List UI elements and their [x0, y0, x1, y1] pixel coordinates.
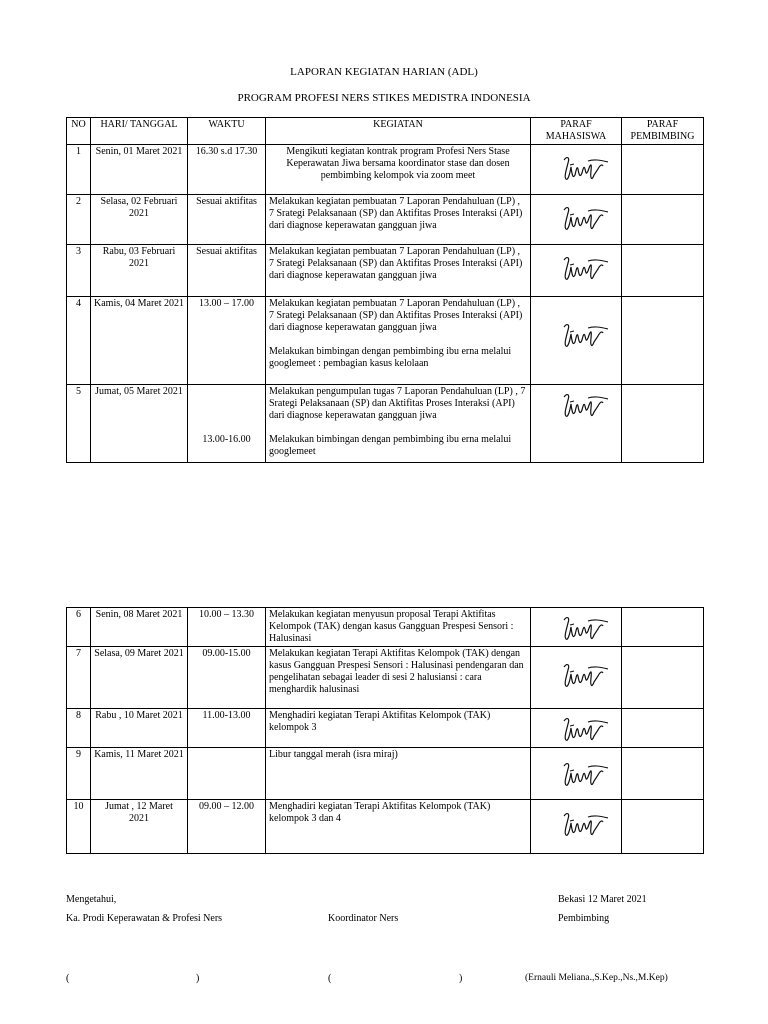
supervisor-signature-cell [622, 608, 704, 647]
student-signature-cell [531, 647, 622, 709]
row-activity: Menghadiri kegiatan Terapi Aktifitas Kelompok (TAK) kelompok 3 [266, 709, 531, 748]
student-signature-cell [531, 800, 622, 854]
table-row [67, 385, 704, 463]
student-signature-cell [531, 748, 622, 800]
row-no: 7 [67, 647, 91, 709]
row-date: Selasa, 02 Februari 2021 [91, 195, 188, 245]
signature-image [558, 658, 608, 692]
supervisor-signature-cell [622, 709, 704, 748]
row-time: 10.00 – 13.30 [188, 608, 266, 647]
signature-image [558, 757, 608, 791]
row-activity [266, 297, 531, 385]
row-activity: Melakukan kegiatan pembuatan 7 Laporan Pendahuluan (LP) , 7 Srategi Pelaksanaan (SP) dan Aktifitas Proses Interaksi (API) dari diagnose keperawatan gangguan jiwa [266, 245, 531, 297]
row-no: 4 [67, 297, 91, 385]
table-row [67, 195, 704, 245]
row-activity: Menghadiri kegiatan Terapi Aktifitas Kelompok (TAK) kelompok 3 dan 4 [266, 800, 531, 854]
footer-koordinator: Koordinator Ners [328, 913, 399, 924]
row-time: Sesuai aktifitas [188, 245, 266, 297]
student-signature-cell [531, 709, 622, 748]
row-activity [266, 385, 531, 463]
signature-paren-left-open: ( [66, 973, 70, 984]
row-activity: Melakukan kegiatan pembuatan 7 Laporan Pendahuluan (LP) , 7 Srategi Pelaksanaan (SP) dan Aktifitas Proses Interaksi (API) dari diagnose keperawatan gangguan jiwa [266, 195, 531, 245]
activity-table-1 [66, 117, 704, 463]
row-time: 13.00 – 17.00 [188, 297, 266, 385]
row-activity-text-2: Melakukan bimbingan dengan pembimbing ibu erna melalui googlemeet : pembagian kasus kelolaan [269, 346, 512, 369]
signature-paren-mid-open: ( [328, 973, 332, 984]
signature-image [558, 201, 608, 235]
supervisor-signature-cell [622, 297, 704, 385]
row-activity: Mengikuti kegiatan kontrak program Profesi Ners Stase Keperawatan Jiwa bersama koordinator stase dan dosen pembimbing kelompok via zoom meet [266, 145, 531, 195]
supervisor-signature-cell [622, 647, 704, 709]
table-row [67, 800, 704, 854]
table-row [67, 608, 704, 647]
row-no: 9 [67, 748, 91, 800]
row-activity: Melakukan kegiatan Terapi Aktifitas Kelompok (TAK) dengan kasus Gangguan Prespesi Sensori : Halusinasi pendengaran dan pengelihatan sebagai leader di sesi 2 halusiansi : cara menghardik halusinasi [266, 647, 531, 709]
supervisor-signature-cell [622, 145, 704, 195]
row-date: Senin, 01 Maret 2021 [91, 145, 188, 195]
student-signature-cell [531, 385, 622, 463]
row-date: Kamis, 04 Maret 2021 [91, 297, 188, 385]
report-subtitle: PROGRAM PROFESI NERS STIKES MEDISTRA INDONESIA [237, 92, 531, 104]
signature-image [558, 712, 608, 746]
signature-paren-mid-close: ) [459, 973, 463, 984]
signature-image [558, 807, 608, 841]
col-header-paraf-pembimbing: PARAF PEMBIMBING [622, 118, 704, 145]
signature-image [558, 388, 608, 422]
signature-paren-left-close: ) [196, 973, 200, 984]
footer-mengetahui: Mengetahui, [66, 894, 117, 905]
signature-image [558, 251, 608, 285]
supervisor-signature-cell [622, 195, 704, 245]
row-no: 8 [67, 709, 91, 748]
signature-image [558, 151, 608, 185]
row-time-text [191, 386, 262, 422]
student-signature-cell [531, 245, 622, 297]
report-title: LAPORAN KEGIATAN HARIAN (ADL) [290, 66, 478, 78]
row-no: 1 [67, 145, 91, 195]
row-date: Rabu , 10 Maret 2021 [91, 709, 188, 748]
row-activity-text: Melakukan kegiatan pembuatan 7 Laporan Pendahuluan (LP) , 7 Srategi Pelaksanaan (SP) dan Aktifitas Proses Interaksi (API) dari diagnose keperawatan gangguan jiwa [269, 298, 523, 333]
row-no: 2 [67, 195, 91, 245]
row-date: Senin, 08 Maret 2021 [91, 608, 188, 647]
student-signature-cell [531, 145, 622, 195]
supervisor-signature-cell [622, 800, 704, 854]
pembimbing-name: (Ernauli Meliana.,S.Kep.,Ns.,M.Kep) [525, 973, 668, 983]
row-activity-text: Melakukan pengumpulan tugas 7 Laporan Pendahuluan (LP) , 7 Srategi Pelaksanaan (SP) dan Aktifitas Proses Interaksi (API) dari diagnose keperawatan gangguan jiwa [269, 386, 526, 421]
supervisor-signature-cell [622, 748, 704, 800]
row-date: Jumat , 12 Maret 2021 [91, 800, 188, 854]
table-row [67, 145, 704, 195]
row-time: Sesuai aktifitas [188, 195, 266, 245]
table-row [67, 245, 704, 297]
row-time [188, 385, 266, 463]
row-time: 09.00-15.00 [188, 647, 266, 709]
row-time: 16.30 s.d 17.30 [188, 145, 266, 195]
row-time: 11.00-13.00 [188, 709, 266, 748]
supervisor-signature-cell [622, 385, 704, 463]
col-header-hari: HARI/ TANGGAL [91, 118, 188, 145]
footer-place-date: Bekasi 12 Maret 2021 [558, 894, 647, 905]
student-signature-cell [531, 608, 622, 647]
row-activity-text-2: Melakukan bimbingan dengan pembimbing ibu erna melalui googlemeet [269, 434, 512, 457]
col-header-paraf-mahasiswa: PARAF MAHASISWA [531, 118, 622, 145]
row-date: Rabu, 03 Februari 2021 [91, 245, 188, 297]
signature-image [558, 318, 608, 352]
row-no: 3 [67, 245, 91, 297]
row-time-text-2: 13.00-16.00 [202, 434, 251, 445]
table-row [67, 748, 704, 800]
row-no: 6 [67, 608, 91, 647]
row-activity: Melakukan kegiatan menyusun proposal Terapi Aktifitas Kelompok (TAK) dengan kasus Gangguan Prespesi Sensori : Halusinasi [266, 608, 531, 647]
row-date: Selasa, 09 Maret 2021 [91, 647, 188, 709]
footer-kaprodi: Ka. Prodi Keperawatan & Profesi Ners [66, 913, 223, 924]
student-signature-cell [531, 195, 622, 245]
row-time [188, 748, 266, 800]
table-row [67, 709, 704, 748]
table-row [67, 297, 704, 385]
col-header-kegiatan: KEGIATAN [266, 118, 531, 145]
table-row [67, 647, 704, 709]
row-time: 09.00 – 12.00 [188, 800, 266, 854]
activity-table-2 [66, 607, 704, 854]
row-date: Kamis, 11 Maret 2021 [91, 748, 188, 800]
col-header-no: NO [67, 118, 91, 145]
col-header-waktu: WAKTU [188, 118, 266, 145]
row-no: 10 [67, 800, 91, 854]
row-activity: Libur tanggal merah (isra miraj) [266, 748, 531, 800]
footer-pembimbing: Pembimbing [558, 913, 610, 924]
row-date: Jumat, 05 Maret 2021 [91, 385, 188, 463]
row-no: 5 [67, 385, 91, 463]
supervisor-signature-cell [622, 245, 704, 297]
signature-image [558, 611, 608, 645]
table-header-row [67, 118, 704, 145]
student-signature-cell [531, 297, 622, 385]
